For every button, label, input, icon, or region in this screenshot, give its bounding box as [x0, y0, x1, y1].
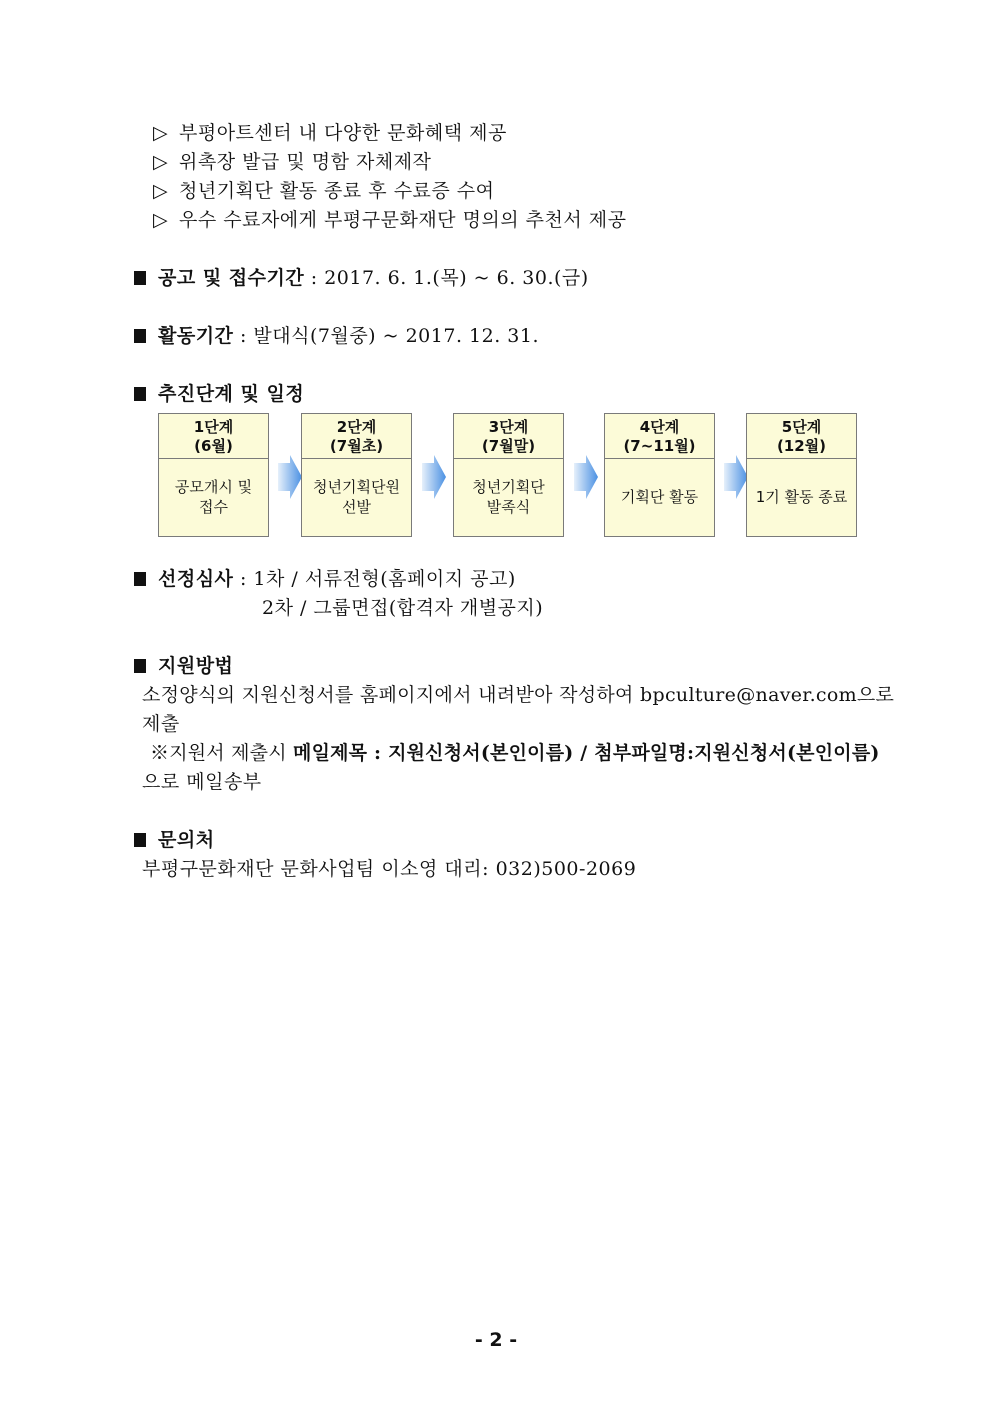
arrow-right-icon [724, 455, 748, 499]
step-box [746, 413, 857, 537]
square-bullet-icon [134, 387, 146, 401]
selection-review-line2: 2차 / 그룹면접(합격자 개별공지) [262, 597, 544, 619]
step-desc: 기획단 활동 [620, 488, 699, 506]
step-header: 1단계 (6월) [159, 414, 268, 459]
steps-heading: 추진단계 및 일정 [134, 381, 304, 407]
apply-line: 소정양식의 지원신청서를 홈페이지에서 내려받아 작성하여 bpculture@naver.com으로 [142, 684, 895, 706]
benefit-item: ▷ 청년기획단 활동 종료 후 수료증 수여 [153, 180, 495, 202]
step-header: 5단계 (12월) [747, 414, 856, 459]
apply-note: ※지원서 제출시 메일제목 : 지원신청서(본인이름) / 첨부파일명:지원신청서(본인이름) [150, 742, 880, 764]
contact-heading: 문의처 [134, 827, 215, 853]
triangle-bullet-icon: ▷ [153, 209, 169, 231]
selection-review: 선정심사 : 1차 / 서류전형(홈페이지 공고) [134, 566, 516, 592]
apply-line: 제출 [142, 713, 180, 735]
square-bullet-icon [134, 329, 146, 343]
step-header: 2단계 (7월초) [302, 414, 411, 459]
steps-flow [158, 413, 858, 539]
triangle-bullet-icon: ▷ [153, 151, 169, 173]
step-desc: 청년기획단원 선발 [313, 478, 400, 516]
step-header: 3단계 (7월말) [454, 414, 563, 459]
step-desc: 1기 활동 종료 [755, 488, 848, 506]
step-desc: 청년기획단 발족식 [472, 478, 545, 516]
activity-period: 활동기간 : 발대식(7월중) ~ 2017. 12. 31. [134, 323, 539, 349]
triangle-bullet-icon: ▷ [153, 180, 169, 202]
contact-info: 부평구문화재단 문화사업팀 이소영 대리: 032)500-2069 [142, 858, 637, 880]
square-bullet-icon [134, 572, 146, 586]
arrow-right-icon [278, 455, 302, 499]
step-header: 4단계 (7~11월) [605, 414, 714, 459]
arrow-right-icon [422, 455, 446, 499]
arrow-right-icon [574, 455, 598, 499]
apply-line: 으로 메일송부 [142, 771, 262, 793]
apply-heading: 지원방법 [134, 653, 233, 679]
step-desc: 공모개시 및 접수 [174, 478, 253, 516]
triangle-bullet-icon: ▷ [153, 122, 169, 144]
page-number: - 2 - [474, 1329, 518, 1351]
announce-period: 공고 및 접수기간 : 2017. 6. 1.(목) ~ 6. 30.(금) [134, 265, 589, 291]
step-box [301, 413, 412, 537]
square-bullet-icon [134, 659, 146, 673]
step-box [453, 413, 564, 537]
square-bullet-icon [134, 271, 146, 285]
square-bullet-icon [134, 833, 146, 847]
step-box [604, 413, 715, 537]
step-box [158, 413, 269, 537]
benefit-item: ▷ 위촉장 발급 및 명함 자체제작 [153, 151, 432, 173]
benefit-item: ▷ 우수 수료자에게 부평구문화재단 명의의 추천서 제공 [153, 209, 627, 231]
benefit-item: ▷ 부평아트센터 내 다양한 문화혜택 제공 [153, 122, 507, 144]
